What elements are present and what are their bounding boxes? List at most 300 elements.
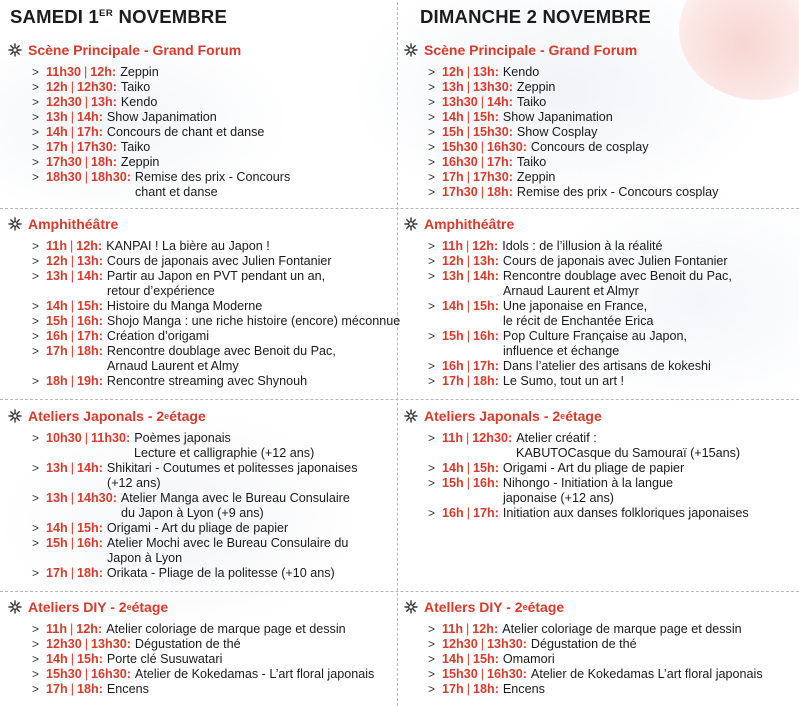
section-divider (0, 208, 799, 209)
event-label: Lecture et calligraphie (+12 ans) (134, 446, 315, 460)
arrow-icon: > (32, 95, 40, 109)
end-time: 15h (472, 299, 495, 313)
start-time: 11h (46, 239, 68, 253)
colon: : (98, 269, 103, 283)
schedule-item (8, 521, 358, 536)
event-label: KABUTOCasque du Samouraï (+15ans) (516, 446, 741, 460)
arrow-icon: > (32, 566, 40, 580)
time-separator: | (70, 461, 74, 475)
colon: : (98, 314, 103, 328)
schedule-item (404, 80, 718, 95)
schedule-item (8, 682, 374, 697)
end-time: 17h (487, 155, 509, 169)
schedule-item (8, 374, 400, 389)
arrow-icon: > (428, 110, 436, 124)
end-time: 14h (76, 110, 99, 124)
time-separator: | (466, 254, 470, 268)
colon: : (508, 185, 513, 199)
time-separator: | (70, 269, 74, 283)
time-separator: | (466, 652, 470, 666)
end-time: 18h (487, 185, 509, 199)
end-time: 13h (472, 254, 495, 268)
schedule-item (404, 431, 749, 461)
schedule-item (8, 140, 290, 155)
end-time: 16h (76, 536, 99, 550)
schedule-item (404, 637, 763, 652)
start-time: 12h30 (46, 637, 82, 651)
start-time: 16h30 (442, 155, 478, 169)
day-title: DIMANCHE 2 NOVEMBRE (420, 6, 651, 27)
arrow-icon: > (32, 140, 40, 154)
schedule-item (404, 170, 718, 185)
section-title (404, 407, 749, 425)
colon: : (494, 652, 499, 666)
colon: : (126, 170, 131, 184)
end-time: 15h (76, 299, 99, 313)
section-title (8, 407, 358, 425)
schedule-item (404, 299, 732, 329)
end-time: 14h (76, 461, 99, 475)
colon: : (494, 622, 499, 636)
schedule-item (404, 652, 763, 667)
time-separator: | (70, 374, 74, 388)
end-time: 14h (472, 269, 495, 283)
arrow-icon: > (32, 269, 40, 283)
end-time: 13h (472, 65, 495, 79)
time-separator: | (84, 155, 88, 169)
colon: : (98, 622, 103, 636)
event-label: Atelier coloriage de marque page et dessin (106, 622, 346, 636)
event-label: Orikata - Pliage de la politesse (+10 ans) (106, 566, 335, 580)
arrow-icon: > (32, 155, 40, 169)
start-time: 13h (46, 491, 68, 505)
section-title-text: Ateliers Japonals - 2 (424, 408, 561, 424)
event-label: Pop Culture Française au Japon, (502, 329, 688, 343)
section (404, 598, 763, 697)
start-time: 17h (46, 140, 68, 154)
time-separator: | (466, 359, 470, 373)
section-title-text: Scène Principale - Grand Forum (28, 42, 242, 58)
colon: : (98, 299, 103, 313)
event-label: Rencontre streaming avec Shynouh (106, 374, 308, 388)
time-separator: | (70, 314, 74, 328)
schedule-item (404, 140, 718, 155)
start-time: 13h (442, 80, 464, 94)
schedule-item (404, 239, 732, 254)
arrow-icon: > (32, 461, 40, 475)
schedule-item (8, 652, 374, 667)
time-separator: | (70, 536, 74, 550)
time-separator: | (466, 239, 470, 253)
event-label: Le Sumo, tout un art ! (502, 374, 625, 388)
event-label: japonaise (+12 ans) (503, 491, 614, 505)
section-title-rest: étage (565, 408, 602, 424)
event-label: Kendo (502, 65, 540, 79)
arrow-icon: > (32, 170, 40, 184)
sparkle-icon (8, 217, 22, 231)
start-time: 10h30 (46, 431, 82, 445)
start-time: 18h30 (46, 170, 82, 184)
time-separator: | (70, 682, 74, 696)
schedule-item (404, 95, 718, 110)
schedule-item (404, 682, 763, 697)
arrow-icon: > (428, 239, 436, 253)
event-label: Atelier Mochi avec le Bureau Consulaire du (106, 536, 349, 550)
arrow-icon: > (32, 65, 40, 79)
time-separator: | (84, 637, 88, 651)
event-label: le récit de Enchantée Erica (503, 314, 654, 328)
colon: : (494, 506, 499, 520)
sparkle-icon (8, 43, 22, 57)
arrow-icon: > (428, 359, 436, 373)
event-label: Zeppin (516, 80, 556, 94)
colon: : (494, 682, 499, 696)
colon: : (494, 374, 499, 388)
colon: : (494, 239, 499, 253)
event-label: Remise des prix - Concours cosplay (516, 185, 719, 199)
event-label: Taiko (120, 140, 151, 154)
section-title-rest: étage (169, 408, 206, 424)
schedule-item (8, 80, 290, 95)
time-separator: | (466, 80, 470, 94)
end-time: 17h30 (76, 140, 113, 154)
schedule-item (8, 170, 290, 200)
end-time: 12h (90, 65, 112, 79)
colon: : (98, 254, 103, 268)
event-label: Kendo (120, 95, 158, 109)
start-time: 15h (46, 314, 68, 328)
time-separator: | (466, 622, 470, 636)
schedule-item (8, 637, 374, 652)
event-label: Concours de chant et danse (106, 125, 265, 139)
arrow-icon: > (428, 185, 436, 199)
colon: : (112, 155, 117, 169)
colon: : (508, 125, 513, 139)
start-time: 15h (442, 125, 464, 139)
schedule-item (404, 461, 749, 476)
sparkle-icon (8, 600, 22, 614)
time-separator: | (466, 269, 470, 283)
end-time: 13h (76, 254, 99, 268)
schedule-item (404, 374, 732, 389)
end-time: 15h30 (472, 125, 509, 139)
event-label: Dans l’atelier des artisans de kokeshi (502, 359, 711, 373)
start-time: 12h30 (442, 637, 478, 651)
time-separator: | (70, 254, 74, 268)
event-label: Taiko (516, 155, 547, 169)
start-time: 17h30 (46, 155, 82, 169)
arrow-icon: > (32, 239, 40, 253)
arrow-icon: > (32, 682, 40, 696)
end-time: 18h (472, 374, 495, 388)
time-separator: | (84, 65, 88, 79)
colon: : (98, 536, 103, 550)
start-time: 15h (442, 329, 464, 343)
schedule-item (8, 239, 400, 254)
start-time: 14h (46, 299, 68, 313)
start-time: 11h (442, 622, 464, 636)
end-time: 16h30 (487, 140, 523, 154)
start-time: 16h (46, 329, 68, 343)
time-separator: | (480, 667, 484, 681)
schedule-item (8, 125, 290, 140)
event-label: Zeppin (120, 155, 160, 169)
section-title-rest: étage (131, 599, 169, 615)
time-separator: | (70, 125, 74, 139)
event-label: Atelier Manga avec le Bureau Consulaire (120, 491, 350, 505)
arrow-icon: > (428, 374, 436, 388)
start-time: 13h (46, 461, 68, 475)
end-time: 16h (472, 329, 495, 343)
event-label: Encens (106, 682, 149, 696)
schedule-item (404, 329, 732, 359)
colon: : (98, 461, 103, 475)
arrow-icon: > (32, 374, 40, 388)
colon: : (494, 461, 499, 475)
time-separator: | (84, 95, 88, 109)
schedule-list (8, 239, 400, 389)
event-label: Zeppin (516, 170, 556, 184)
time-separator: | (70, 622, 74, 636)
start-time: 17h (46, 344, 68, 358)
start-time: 17h30 (442, 185, 478, 199)
event-label: Show Japanimation (502, 110, 613, 124)
section-title-text: Atellers DIY - 2 (424, 599, 523, 615)
start-time: 15h30 (46, 667, 82, 681)
colon: : (522, 637, 527, 651)
event-label: Cours de japonais avec Julien Fontanier (502, 254, 728, 268)
section-title-sup: e (560, 411, 566, 421)
event-label: Poèmes japonais (134, 431, 231, 445)
time-separator: | (466, 65, 470, 79)
section-title-text: Ateliers DIY - 2 (28, 599, 127, 615)
section-title-sup: e (126, 602, 132, 612)
schedule-item (8, 536, 358, 566)
arrow-icon: > (428, 254, 436, 268)
colon: : (98, 329, 103, 343)
end-time: 18h30 (91, 170, 127, 184)
colon: : (494, 299, 499, 313)
colon: : (98, 566, 103, 580)
section-title-sup: e (522, 602, 528, 612)
time-separator: | (70, 140, 74, 154)
event-label: Nihongo - Initiation à la langue (502, 476, 674, 490)
arrow-icon: > (428, 667, 436, 681)
start-time: 11h30 (46, 65, 82, 79)
time-separator: | (84, 667, 88, 681)
event-label: Idols : de l’illusion à la réalité (502, 239, 663, 253)
end-time: 12h (76, 239, 98, 253)
section-divider (0, 399, 799, 400)
schedule-item (404, 110, 718, 125)
schedule-item (8, 299, 400, 314)
schedule-list (404, 239, 732, 389)
end-time: 14h (487, 95, 509, 109)
time-separator: | (70, 329, 74, 343)
start-time: 17h (442, 170, 464, 184)
colon: : (494, 110, 499, 124)
end-time: 13h30 (472, 80, 509, 94)
time-separator: | (480, 637, 484, 651)
arrow-icon: > (428, 299, 436, 313)
end-time: 12h (76, 622, 98, 636)
event-label: KANPAI ! La bière au Japon ! (106, 239, 270, 253)
event-label: Show Japanimation (106, 110, 217, 124)
time-separator: | (70, 344, 74, 358)
start-time: 13h (442, 269, 464, 283)
event-label: Origami - Art du pliage de papier (106, 521, 289, 535)
arrow-icon: > (428, 506, 436, 520)
arrow-icon: > (32, 125, 40, 139)
colon: : (494, 65, 499, 79)
time-separator: | (466, 506, 470, 520)
time-separator: | (466, 125, 470, 139)
time-separator: | (466, 374, 470, 388)
section-title (8, 41, 290, 59)
end-time: 17h (472, 506, 495, 520)
end-time: 12h30 (76, 80, 113, 94)
arrow-icon: > (32, 329, 40, 343)
event-label: Atelier de Kokedamas - L’art floral japonais (134, 667, 375, 681)
section-title (404, 215, 732, 233)
arrow-icon: > (32, 521, 40, 535)
end-time: 18h (76, 682, 99, 696)
schedule-list (8, 622, 374, 697)
time-separator: | (84, 431, 88, 445)
event-label: (+12 ans) (107, 476, 161, 490)
arrow-icon: > (32, 667, 40, 681)
arrow-icon: > (428, 140, 436, 154)
event-label: Dégustation de thé (530, 637, 637, 651)
time-separator: | (466, 329, 470, 343)
arrow-icon: > (32, 344, 40, 358)
schedule-list (404, 431, 749, 521)
event-label: Shikitari - Coutumes et politesses japonaises (106, 461, 358, 475)
day-title: SAMEDI 1ER NOVEMBRE (10, 6, 228, 27)
start-time: 12h30 (46, 95, 82, 109)
schedule-item (8, 254, 400, 269)
colon: : (98, 110, 103, 124)
event-label: Atelier de Kokedamas L’art floral japonais (530, 667, 763, 681)
schedule-item (404, 359, 732, 374)
arrow-icon: > (428, 622, 436, 636)
colon: : (508, 95, 513, 109)
start-time: 17h (46, 682, 68, 696)
section-title-text: Amphithéâtre (424, 216, 515, 232)
time-separator: | (70, 652, 74, 666)
end-time: 15h (472, 461, 495, 475)
end-time: 15h (76, 652, 99, 666)
sparkle-icon (8, 409, 22, 423)
section-title-text: Scène Principale - Grand Forum (424, 42, 638, 58)
end-time: 16h30 (91, 667, 127, 681)
event-label: Taiko (516, 95, 547, 109)
time-separator: | (70, 521, 74, 535)
section-title-rest: étage (527, 599, 565, 615)
end-time: 13h30 (487, 637, 523, 651)
time-separator: | (84, 170, 88, 184)
time-separator: | (480, 185, 484, 199)
end-time: 18h (76, 566, 99, 580)
arrow-icon: > (428, 65, 436, 79)
event-label: Rencontre doublage avec Benoit du Pac, (502, 269, 732, 283)
schedule-item (404, 622, 763, 637)
arrow-icon: > (428, 431, 436, 445)
time-separator: | (70, 110, 74, 124)
section (8, 41, 290, 200)
start-time: 14h (442, 110, 464, 124)
event-label: Arnaud Laurent et Almy (107, 359, 239, 373)
colon: : (522, 140, 527, 154)
colon: : (112, 140, 117, 154)
start-time: 13h (46, 110, 68, 124)
arrow-icon: > (32, 431, 40, 445)
arrow-icon: > (32, 254, 40, 268)
time-separator: | (70, 299, 74, 313)
time-separator: | (466, 299, 470, 313)
schedule-item (8, 110, 290, 125)
start-time: 14h (442, 461, 464, 475)
section-title-text: Amphithéâtre (28, 216, 119, 232)
start-time: 17h (442, 682, 464, 696)
event-label: Initiation aux danses folkloriques japonaises (502, 506, 749, 520)
start-time: 14h (46, 652, 68, 666)
schedule-item (404, 506, 749, 521)
start-time: 14h (46, 125, 68, 139)
event-label: Remise des prix - Concours (134, 170, 291, 184)
start-time: 11h (46, 622, 68, 636)
start-time: 15h (442, 476, 464, 490)
start-time: 12h (442, 65, 464, 79)
colon: : (98, 344, 103, 358)
arrow-icon: > (428, 476, 436, 490)
schedule-list (404, 65, 718, 200)
schedule-item (404, 185, 718, 200)
schedule-item (8, 431, 358, 461)
arrow-icon: > (428, 95, 436, 109)
arrow-icon: > (428, 329, 436, 343)
end-time: 14h (76, 269, 99, 283)
start-time: 17h (442, 374, 464, 388)
start-time: 11h (442, 239, 464, 253)
event-label: Encens (502, 682, 545, 696)
schedule-item (404, 65, 718, 80)
event-label: Arnaud Laurent et Almyr (503, 284, 639, 298)
arrow-icon: > (32, 80, 40, 94)
schedule-item (8, 491, 358, 521)
section-title (404, 598, 763, 616)
schedule-item (404, 667, 763, 682)
schedule-item (404, 476, 749, 506)
time-separator: | (480, 155, 484, 169)
schedule-item (8, 314, 400, 329)
schedule-item (8, 65, 290, 80)
start-time: 12h (46, 254, 68, 268)
schedule-item (8, 667, 374, 682)
colon: : (508, 80, 513, 94)
schedule-item (404, 254, 732, 269)
time-separator: | (70, 566, 74, 580)
end-time: 12h30 (472, 431, 509, 445)
time-separator: | (70, 491, 74, 505)
arrow-icon: > (428, 682, 436, 696)
time-separator: | (466, 110, 470, 124)
end-time: 11h30 (91, 431, 127, 445)
section (404, 407, 749, 521)
time-separator: | (70, 239, 74, 253)
sparkle-icon (404, 217, 418, 231)
section (8, 598, 374, 697)
